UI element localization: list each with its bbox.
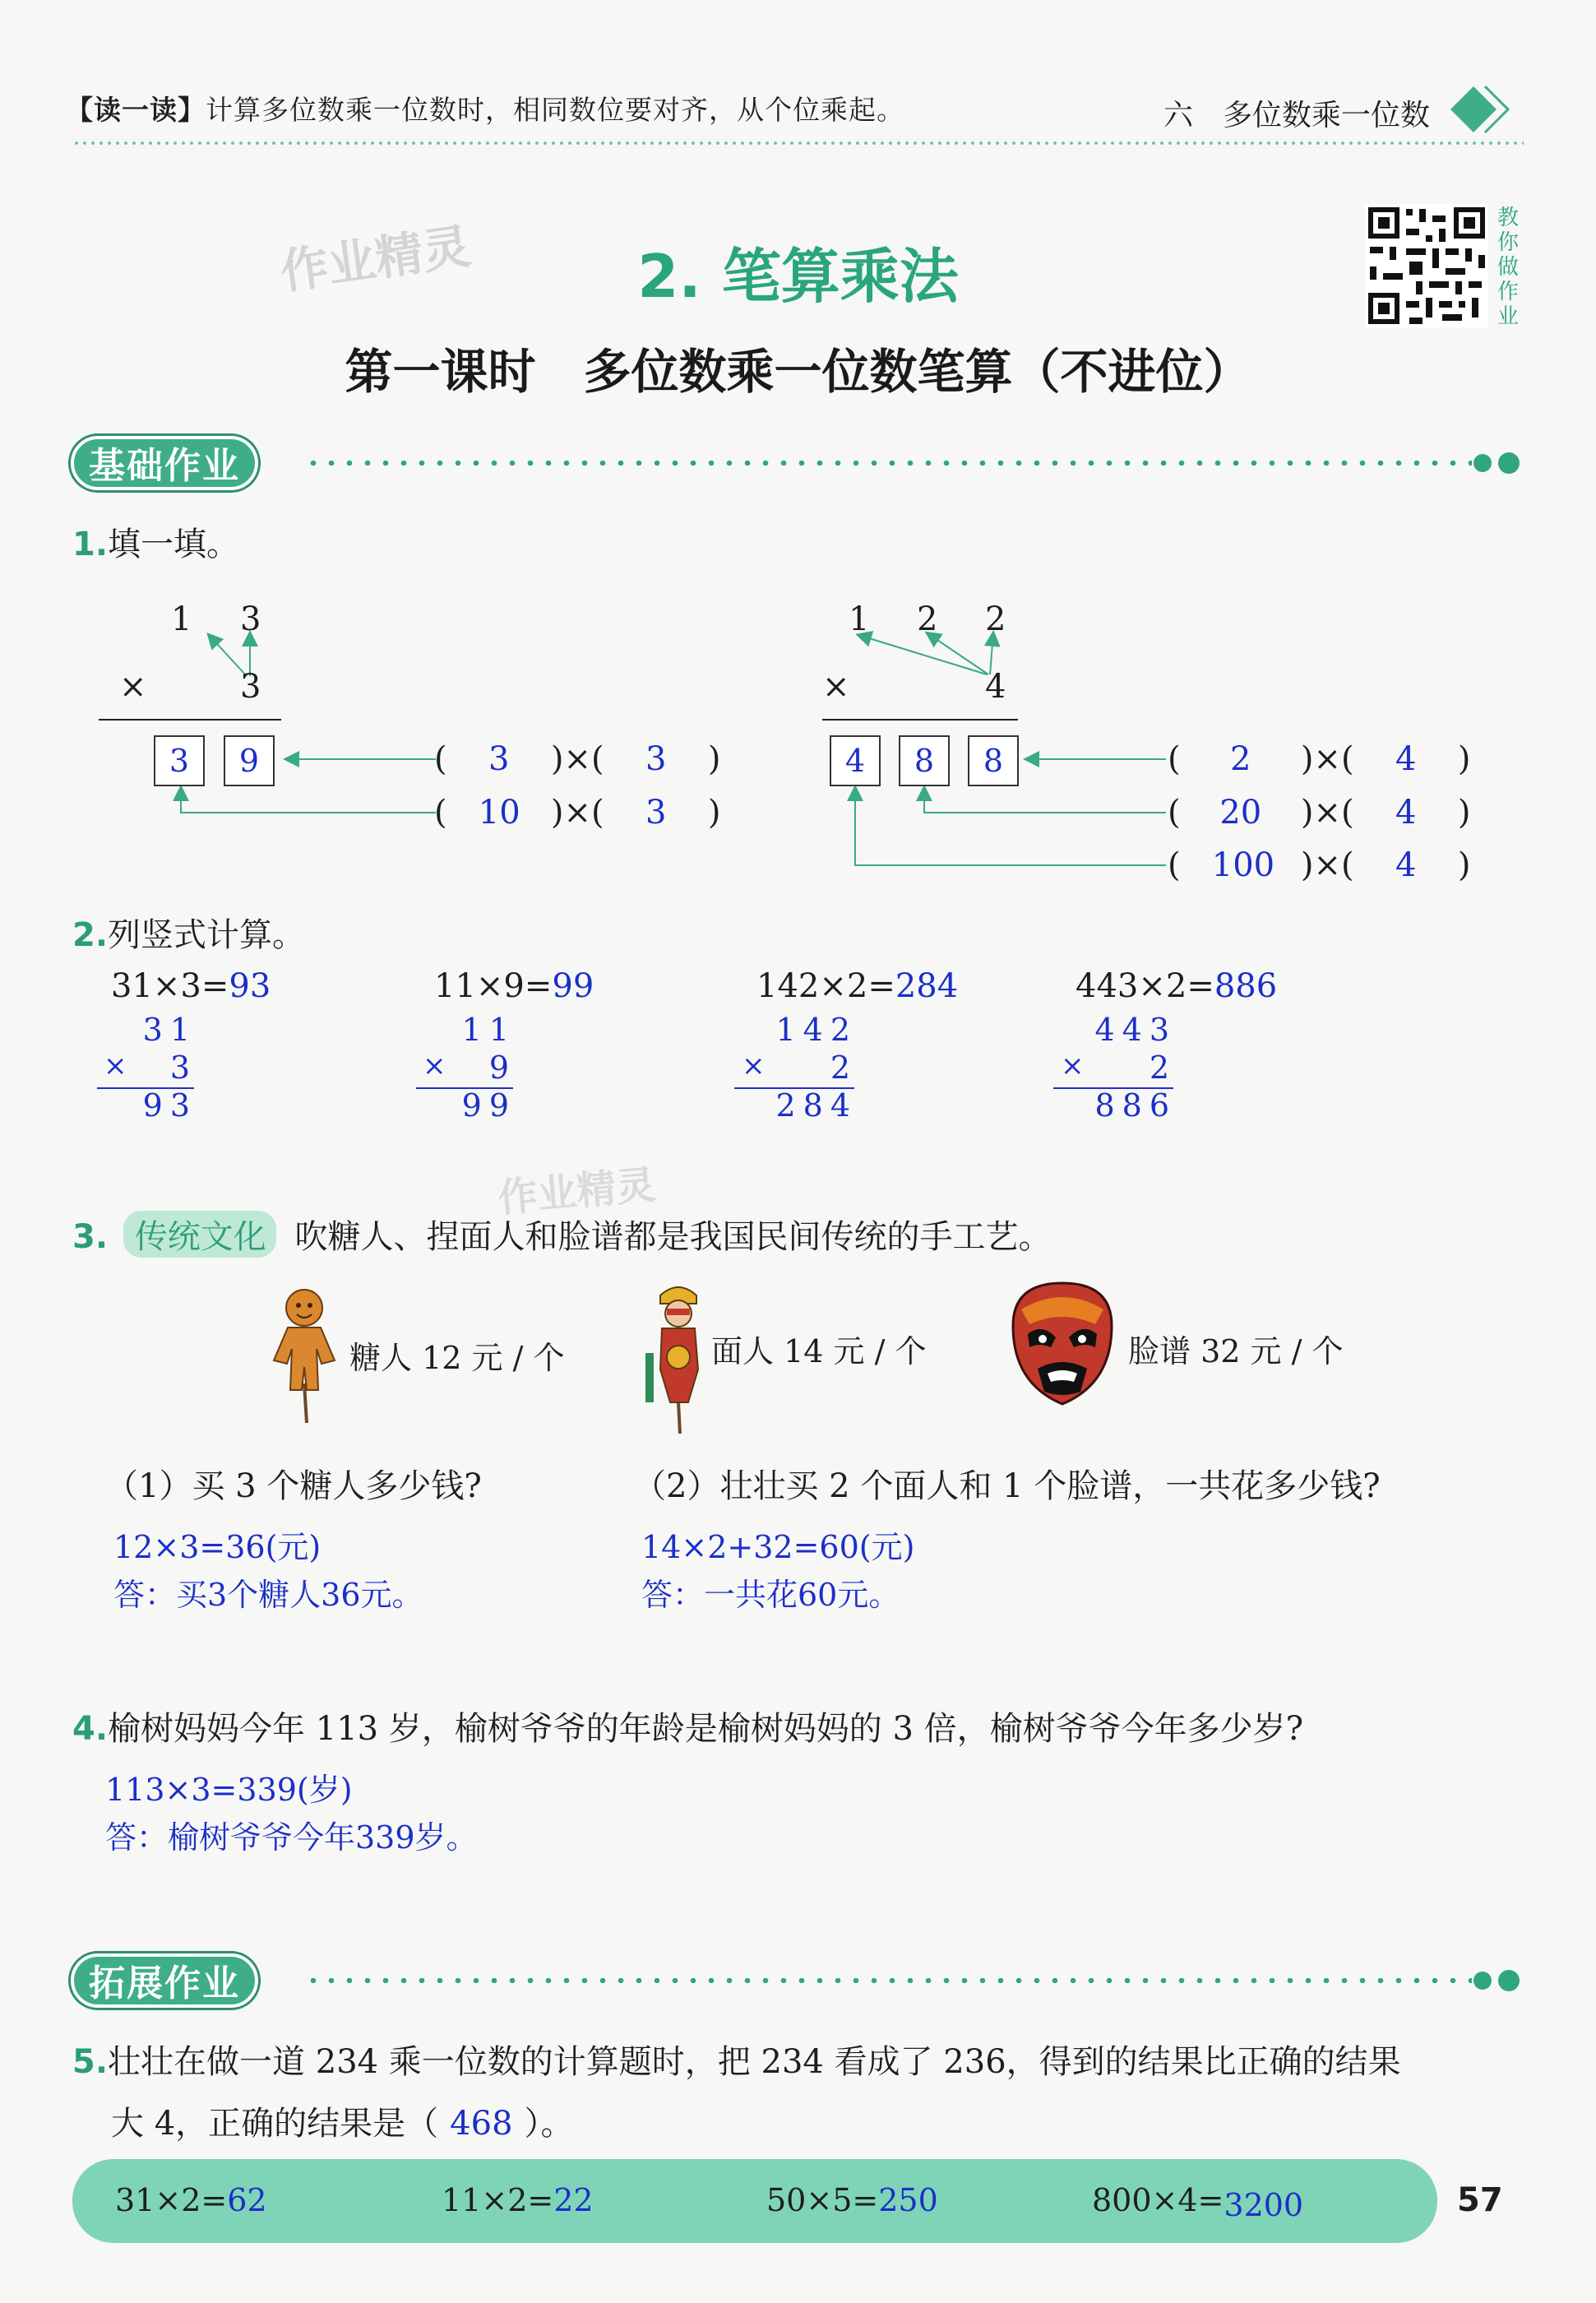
q2-expression: 142×2=284 [756,967,959,1005]
q1-left-result-box[interactable]: 3 [154,735,205,786]
q1-right-row-2: ( 20 )×( 4 ) [1168,794,1471,832]
q4-answer: 答：榆树爷爷今年339岁。 [105,1819,478,1856]
q1-right-top-digit: 2 [985,600,1006,638]
q1-right-result-box[interactable]: 4 [830,735,881,786]
section-dot [1473,454,1492,472]
q3-sub-question-1: （1）买 3 个糖人多少钱? [105,1467,482,1505]
q1-left-top-digit: 1 [171,600,192,638]
q1-left-result-box[interactable]: 9 [224,735,275,786]
q2-times-sign: × [1061,1050,1085,1082]
mental-math-item: 800×4=3200 [1092,2182,1304,2223]
q3-sub2-calc: 14×2+32=60(元) [641,1529,915,1565]
section-dot [1498,1970,1520,1991]
dough-figure-price: 面人 14 元 / 个 [711,1333,927,1369]
q3-sub1-answer: 答：买3个糖人36元。 [113,1577,423,1613]
sugar-figure-price: 糖人 12 元 / 个 [349,1340,565,1376]
section-divider [304,461,1472,466]
q3-sub2-answer: 答：一共花60元。 [641,1577,900,1613]
q2-vertical-multiplier: 3 [169,1050,197,1086]
q2-vertical-multiplier: 2 [830,1050,858,1086]
page-number: 57 [1457,2181,1503,2219]
q1-right-result-box[interactable]: 8 [899,735,950,786]
q2-times-sign: × [423,1050,446,1082]
q1-left-row-1: ( 3 )×( 3 ) [434,740,721,778]
watermark: 作业精灵 [496,1161,658,1222]
q1-right-top-digit: 2 [917,600,938,638]
mental-math-item: 31×2=62 [115,2182,267,2218]
q2-expression: 31×3=93 [111,967,271,1005]
q2-vertical-result: 99 [461,1087,516,1124]
q2-times-sign: × [742,1050,766,1082]
watermark: 作业精灵 [277,218,474,300]
q5-answer: 468 [450,2105,513,2143]
q1-right-row-1: ( 2 )×( 4 ) [1168,740,1471,778]
q2-vertical-top: 142 [775,1012,858,1048]
sugar-figure-icon [267,1285,341,1425]
question-4: 4.榆树妈妈今年 113 岁，榆树爷爷的年龄是榆树妈妈的 3 倍，榆树爷爷今年多少岁? [72,1710,1304,1748]
q2-vertical-top: 31 [142,1012,197,1048]
lesson-subtitle: 第一课时 多位数乘一位数笔算（不进位） [345,344,1251,400]
q2-vertical-multiplier: 9 [488,1050,516,1086]
q2-expression: 11×9=99 [434,967,594,1005]
question-3: 3. 传统文化 吹糖人、捏面人和脸谱都是我国民间传统的手工艺。 [72,1211,1051,1258]
question-5: 5.壮壮在做一道 234 乘一位数的计算题时，把 234 看成了 236，得到的结果比正确的结果 [72,2043,1401,2081]
section-divider [304,1978,1472,1983]
q2-times-sign: × [104,1050,127,1082]
q1-left-multiplier: 3 [240,668,261,706]
q2-vertical-result: 284 [775,1087,858,1124]
q2-vertical-top: 11 [461,1012,516,1048]
reading-tip: 【读一读】计算多位数乘一位数时，相同数位要对齐，从个位乘起。 [66,94,904,126]
chapter-title: 六 多位数乘一位数 [1163,99,1431,132]
q2-vertical-top: 443 [1094,1012,1177,1048]
section-dot [1498,452,1520,474]
dough-figure-icon [637,1279,719,1435]
mental-math-item: 11×2=22 [442,2182,594,2218]
q1-left-top-digit: 3 [240,600,261,638]
opera-mask-icon [1005,1277,1120,1408]
diamond-icon [1449,85,1520,134]
q3-sub-question-2: （2）壮壮买 2 个面人和 1 个脸谱，一共花多少钱? [633,1467,1381,1505]
header-divider [72,141,1524,145]
question-5-line-2: 大 4，正确的结果是（ 468 ）。 [111,2105,574,2143]
times-sign: × [119,668,147,706]
q4-calc: 113×3=339(岁) [105,1772,353,1808]
culture-tag: 传统文化 [123,1211,276,1258]
q1-right-top-digit: 1 [849,600,870,638]
question-1: 1.填一填。 [72,526,240,563]
q2-vertical-result: 886 [1094,1087,1177,1124]
qr-code[interactable] [1365,204,1488,327]
q3-sub1-calc: 12×3=36(元) [113,1529,322,1565]
qr-caption: 教你做作业 [1497,206,1519,329]
question-2: 2.列竖式计算。 [72,916,306,954]
mental-math-item: 50×5=250 [766,2182,938,2218]
q1-right-result-box[interactable]: 8 [968,735,1019,786]
section-badge-extend: 拓展作业 [71,1953,258,2008]
q1-right-row-3: ( 100 )×( 4 ) [1168,846,1471,884]
opera-mask-price: 脸谱 32 元 / 个 [1128,1333,1344,1369]
section-dot [1473,1972,1492,1990]
q2-vertical-multiplier: 2 [1149,1050,1177,1086]
q2-vertical-result: 93 [142,1087,197,1124]
page-title: 2. 笔算乘法 [637,242,959,311]
q2-expression: 443×2=886 [1076,967,1278,1005]
section-badge-basic: 基础作业 [71,436,258,490]
q1-right-multiplier: 4 [985,668,1006,706]
times-sign: × [822,668,850,706]
q1-left-row-2: ( 10 )×( 3 ) [434,794,721,832]
